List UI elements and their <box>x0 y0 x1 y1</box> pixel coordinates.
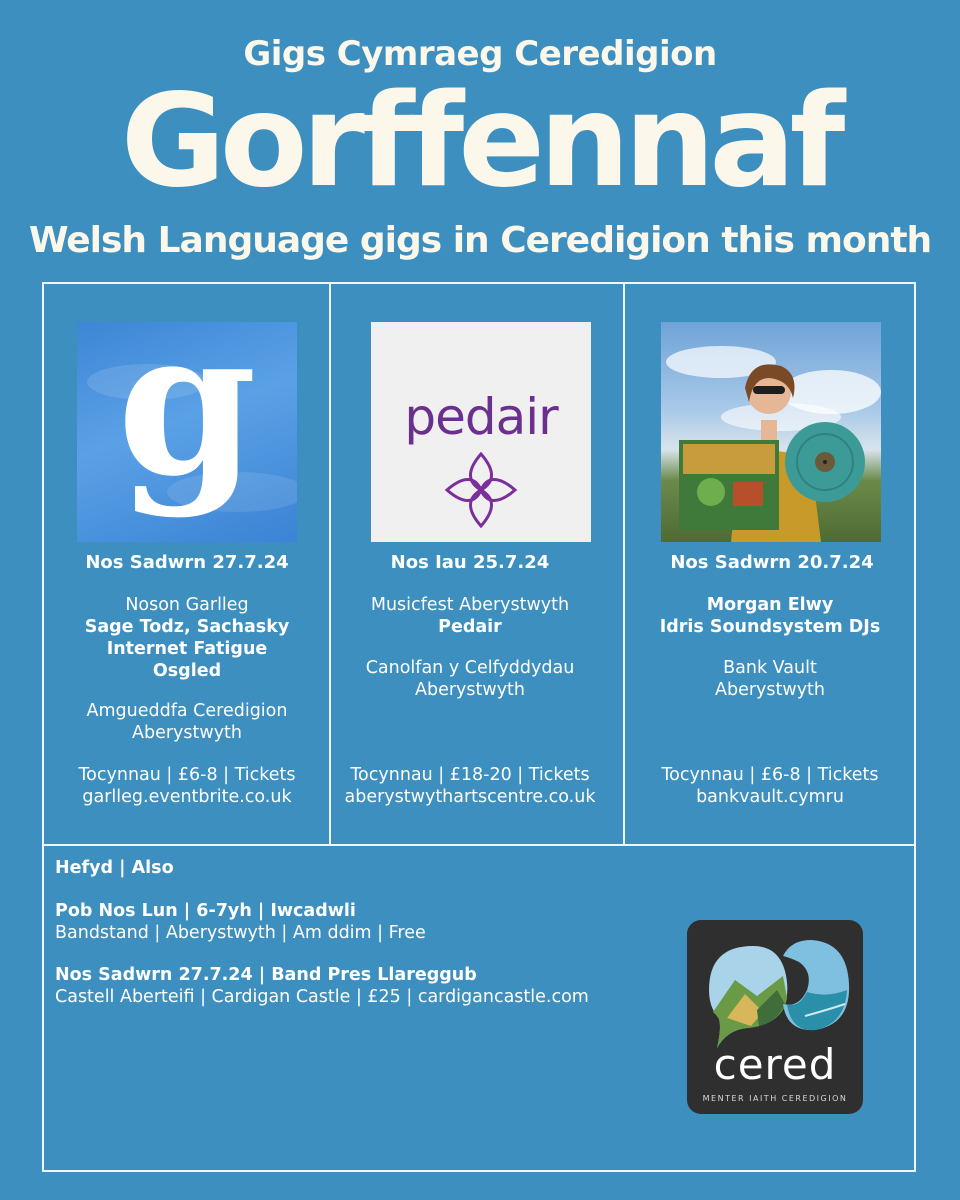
event-url[interactable]: aberystwythartscentre.co.uk <box>344 787 596 807</box>
event-url[interactable]: garlleg.eventbrite.co.uk <box>82 787 292 807</box>
also-item-detail: Castell Aberteifi | Cardigan Castle | £25 | cardigancastle.com <box>55 987 589 1007</box>
also-heading: Hefyd | Also <box>55 858 174 878</box>
also-item-detail: Bandstand | Aberystwyth | Am ddim | Free <box>55 923 426 943</box>
event-date: Nos Sadwrn 20.7.24 <box>670 552 874 573</box>
event-url[interactable]: bankvault.cymru <box>696 787 844 807</box>
event-image-pedair <box>371 322 591 542</box>
event-venue: Amgueddfa Ceredigion <box>86 701 288 721</box>
event-town: Aberystwyth <box>715 680 825 700</box>
event-act: Morgan Elwy <box>706 595 834 615</box>
event-image-morgan-elwy <box>661 322 881 542</box>
also-item-title: Pob Nos Lun | 6-7yh | Iwcadwli <box>55 901 356 921</box>
cered-logo-tagline: MENTER IAITH CEREDIGION <box>702 1094 848 1103</box>
event-venue: Canolfan y Celfyddydau <box>365 658 575 678</box>
page-title: Gorffennaf <box>120 67 840 216</box>
event-tickets: Tocynnau | £6-8 | Tickets <box>78 765 296 785</box>
cered-logo-name: cered <box>713 1040 837 1089</box>
pedair-knot-icon <box>371 322 591 542</box>
event-tickets: Tocynnau | £6-8 | Tickets <box>661 765 879 785</box>
grid-divider-horizontal <box>42 844 916 846</box>
event-venue: Bank Vault <box>723 658 817 678</box>
event-night-name: Noson Garlleg <box>125 595 249 615</box>
event-act: Osgled <box>152 661 222 681</box>
cered-logo <box>687 920 863 1114</box>
pedair-logo-text: pedair <box>404 388 558 446</box>
also-item-title: Nos Sadwrn 27.7.24 | Band Pres Llareggub <box>55 965 477 985</box>
event-card-pedair <box>331 284 621 844</box>
event-act: Idris Soundsystem DJs <box>659 617 881 637</box>
event-image-garlleg <box>77 322 297 542</box>
event-date: Nos Sadwrn 27.7.24 <box>85 552 289 573</box>
event-act: Pedair <box>438 617 502 637</box>
event-card-bank-vault <box>625 284 915 844</box>
event-tickets: Tocynnau | £18-20 | Tickets <box>350 765 590 785</box>
event-date: Nos Iau 25.7.24 <box>390 552 550 573</box>
musician-photo-icon <box>661 322 881 542</box>
cered-mark-icon <box>687 920 863 1050</box>
event-act: Sage Todz, Sachasky <box>84 617 290 637</box>
page-subtitle: Welsh Language gigs in Ceredigion this month <box>28 220 932 261</box>
event-night-name: Musicfest Aberystwyth <box>370 595 570 615</box>
event-town: Aberystwyth <box>415 680 525 700</box>
event-card-garlleg <box>42 284 332 844</box>
garlleg-logo-letter: g <box>117 322 257 521</box>
event-town: Aberystwyth <box>132 723 242 743</box>
event-act: Internet Fatigue <box>106 639 268 659</box>
supertitle: Gigs Cymraeg Ceredigion <box>243 34 717 74</box>
